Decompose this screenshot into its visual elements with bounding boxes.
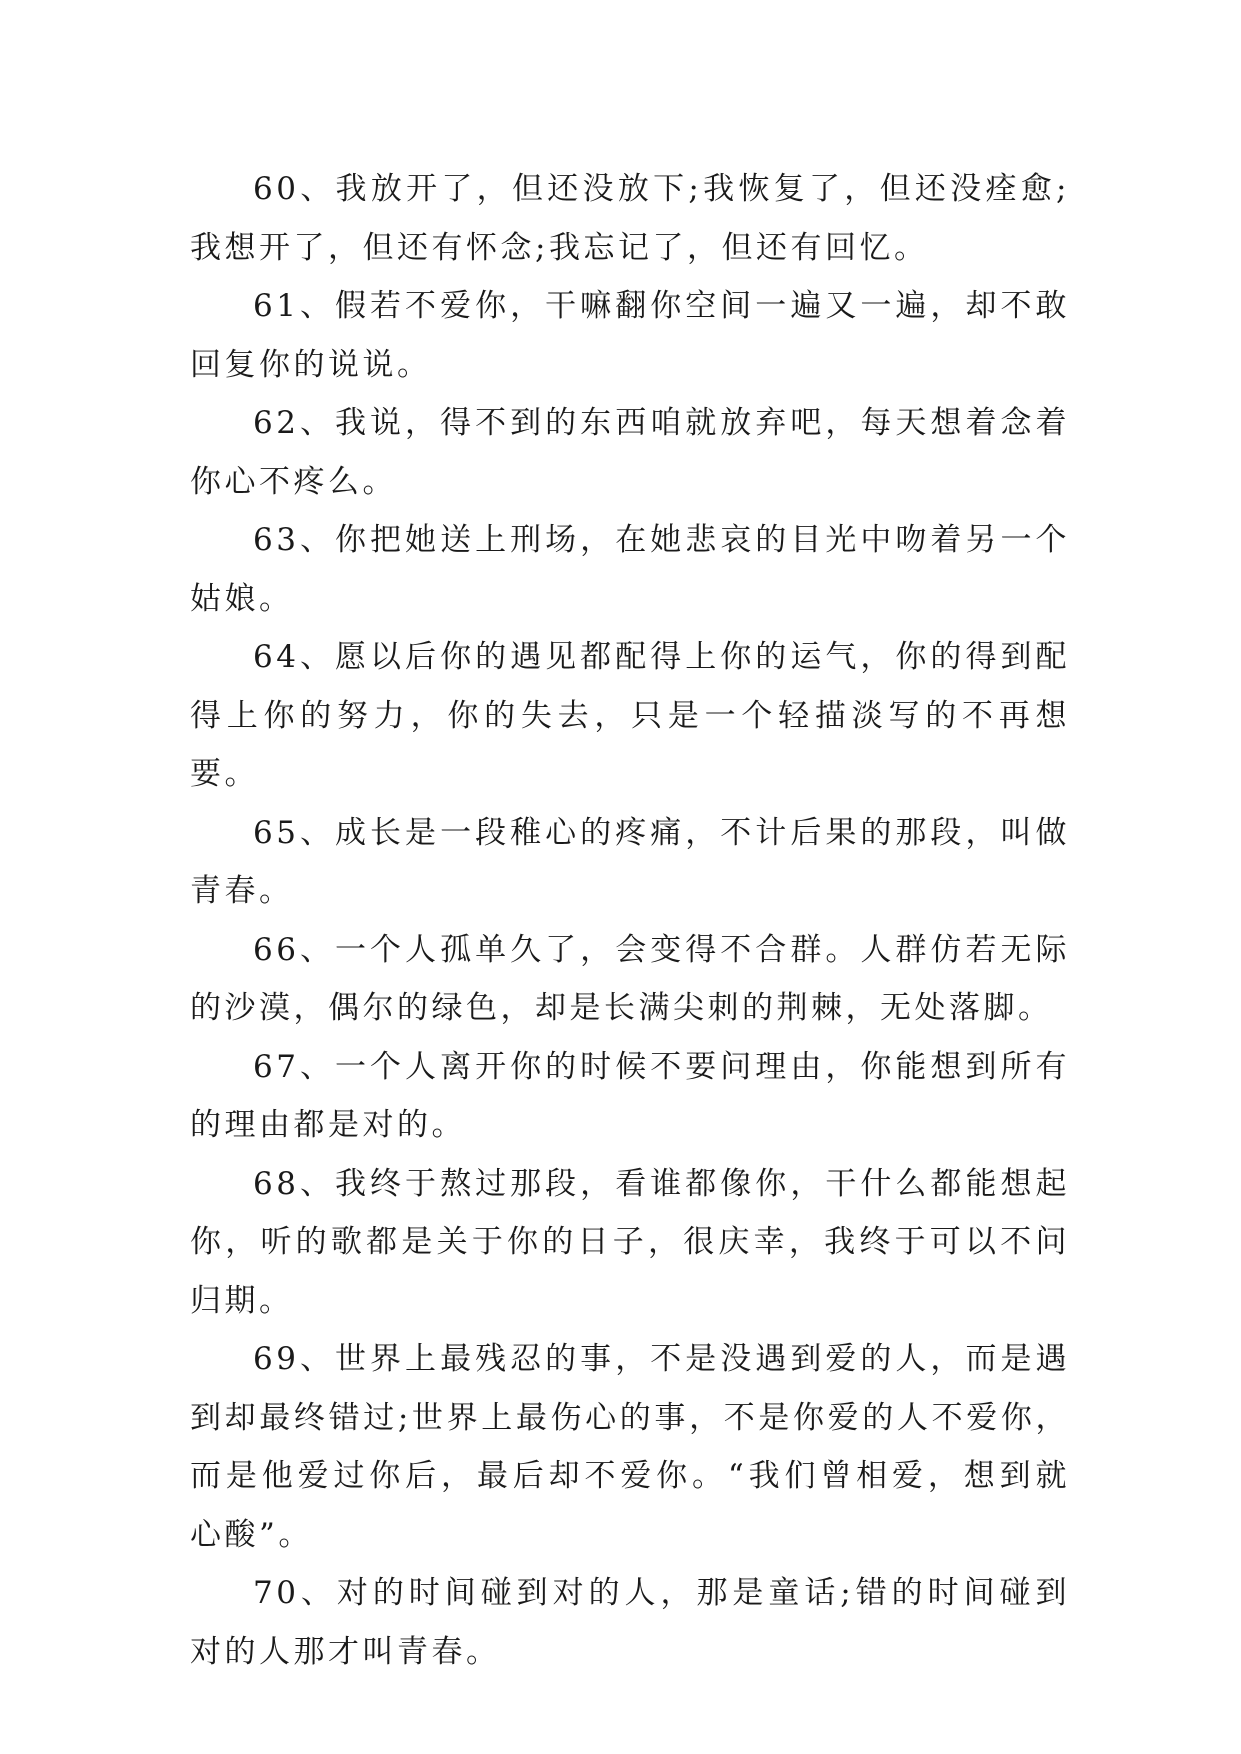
- paragraph-63: 63、你把她送上刑场，在她悲哀的目光中吻着另一个姑娘。: [190, 522, 1070, 617]
- document-page: [190, 160, 1070, 1681]
- paragraph-60: 60、我放开了，但还没放下;我恢复了，但还没痊愈;我想开了，但还有怀念;我忘记了，但还有回忆。: [190, 171, 1070, 266]
- paragraph-64: 64、愿以后你的遇见都配得上你的运气，你的得到配得上你的努力，你的失去，只是一个轻描淡写的不再想要。: [190, 639, 1070, 792]
- paragraph-66: 66、一个人孤单久了，会变得不合群。人群仿若无际的沙漠，偶尔的绿色，却是长满尖刺的荆棘，无处落脚。: [190, 931, 1070, 1026]
- paragraph-69: 69、世界上最残忍的事，不是没遇到爱的人，而是遇到却最终错过;世界上最伤心的事，不是你爱的人不爱你，而是他爱过你后，最后却不爱你。“我们曾相爱，想到就心酸”。: [190, 1341, 1070, 1553]
- paragraph-67: 67、一个人离开你的时候不要问理由，你能想到所有的理由都是对的。: [190, 1048, 1070, 1143]
- paragraph-68: 68、我终于熬过那段，看谁都像你，干什么都能想起你，听的歌都是关于你的日子，很庆幸，我终于可以不问归期。: [190, 1165, 1070, 1319]
- paragraph-65: 65、成长是一段稚心的疼痛，不计后果的那段，叫做青春。: [190, 814, 1070, 909]
- paragraph-62: 62、我说，得不到的东西咱就放弃吧，每天想着念着你心不疼么。: [190, 405, 1070, 500]
- paragraph-61: 61、假若不爱你，干嘛翻你空间一遍又一遍，却不敢回复你的说说。: [190, 288, 1070, 383]
- paragraph-70: 70、对的时间碰到对的人，那是童话;错的时间碰到对的人那才叫青春。: [190, 1575, 1070, 1670]
